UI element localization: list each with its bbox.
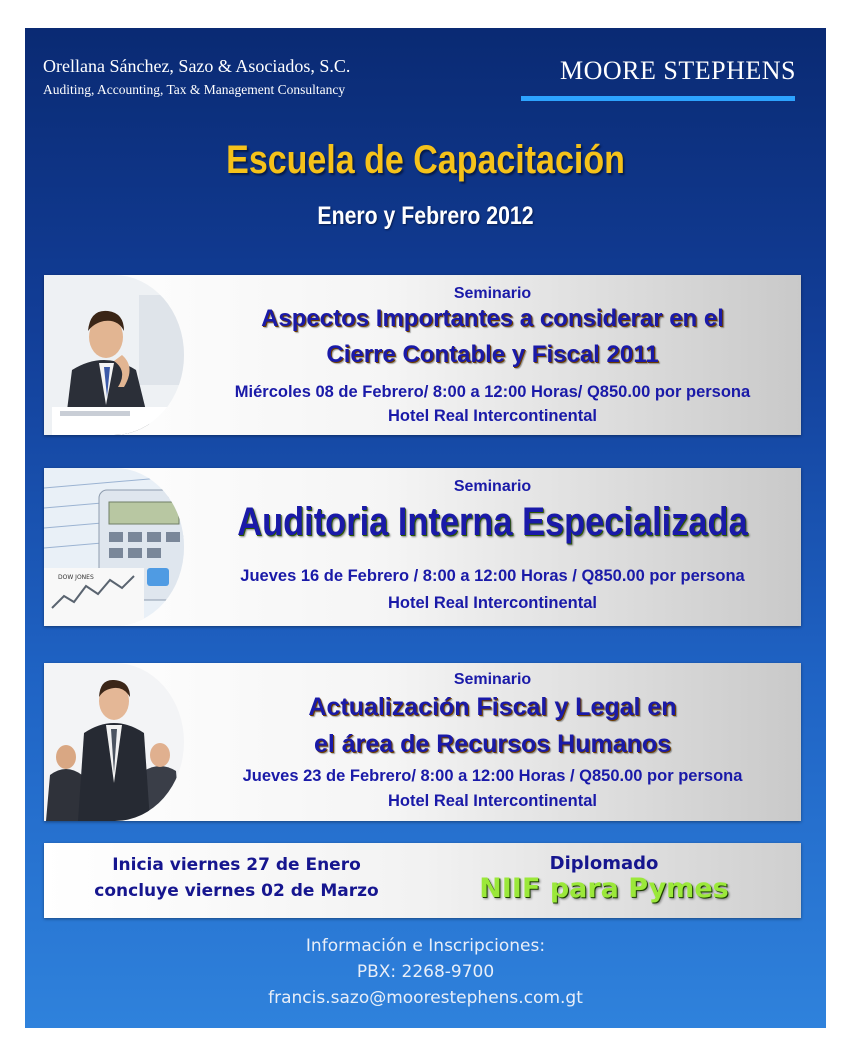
seminar-kicker: Seminario (453, 285, 532, 302)
diplomado-label: Diplomado (549, 853, 659, 874)
seminar-venue: Hotel Real Intercontinental (387, 594, 598, 612)
seminar-schedule: Jueves 23 de Febrero/ 8:00 a 12:00 Horas / Q850.00 por persona (242, 767, 743, 785)
seminar-title: Auditoria Interna Especializada (237, 500, 748, 544)
businessman-photo (44, 275, 184, 435)
seminar-card-1 (44, 275, 801, 435)
firm-tagline: Auditing, Accounting, Tax & Management Consultancy (43, 82, 346, 97)
brand-logo: MOORE STEPHENS (560, 56, 796, 85)
contact-email[interactable]: francis.sazo@moorestephens.com.gt (268, 988, 583, 1008)
seminar-kicker: Seminario (453, 671, 532, 688)
seminar-title-line2: Cierre Contable y Fiscal 2011 (326, 341, 659, 368)
seminar-card-2 (44, 468, 801, 626)
poster (25, 28, 826, 1028)
diplomado-banner (44, 843, 801, 918)
page-subtitle: Enero y Febrero 2012 (317, 202, 534, 230)
seminar-venue: Hotel Real Intercontinental (387, 407, 598, 425)
diplomado-start: Inicia viernes 27 de Enero (112, 855, 361, 875)
seminar-title-line2: el área de Recursos Humanos (313, 730, 672, 758)
seminar-schedule: Miércoles 08 de Febrero/ 8:00 a 12:00 Horas/ Q850.00 por persona (234, 383, 751, 401)
brand-underline (521, 96, 795, 101)
calculator-chart-photo (44, 468, 184, 626)
firm-name: Orellana Sánchez, Sazo & Asociados, S.C. (43, 56, 351, 76)
seminar-card-3 (44, 663, 801, 821)
business-team-photo (44, 663, 184, 821)
page-title: Escuela de Capacitación (226, 138, 625, 182)
seminar-schedule: Jueves 16 de Febrero / 8:00 a 12:00 Horas / Q850.00 por persona (240, 567, 745, 585)
svg-text:DOW JONES: DOW JONES (58, 574, 94, 581)
seminar-title: Actualización Fiscal y Legal en (308, 693, 677, 721)
diplomado-end: concluye viernes 02 de Marzo (94, 881, 379, 901)
contact-phone: PBX: 2268-9700 (356, 962, 495, 982)
seminar-title: Aspectos Importantes a considerar en el (261, 305, 724, 332)
diplomado-name: NIIF para Pymes (479, 873, 729, 904)
seminar-kicker: Seminario (453, 478, 532, 495)
contact-heading: Información e Inscripciones: (305, 936, 546, 956)
seminar-venue: Hotel Real Intercontinental (387, 792, 598, 810)
